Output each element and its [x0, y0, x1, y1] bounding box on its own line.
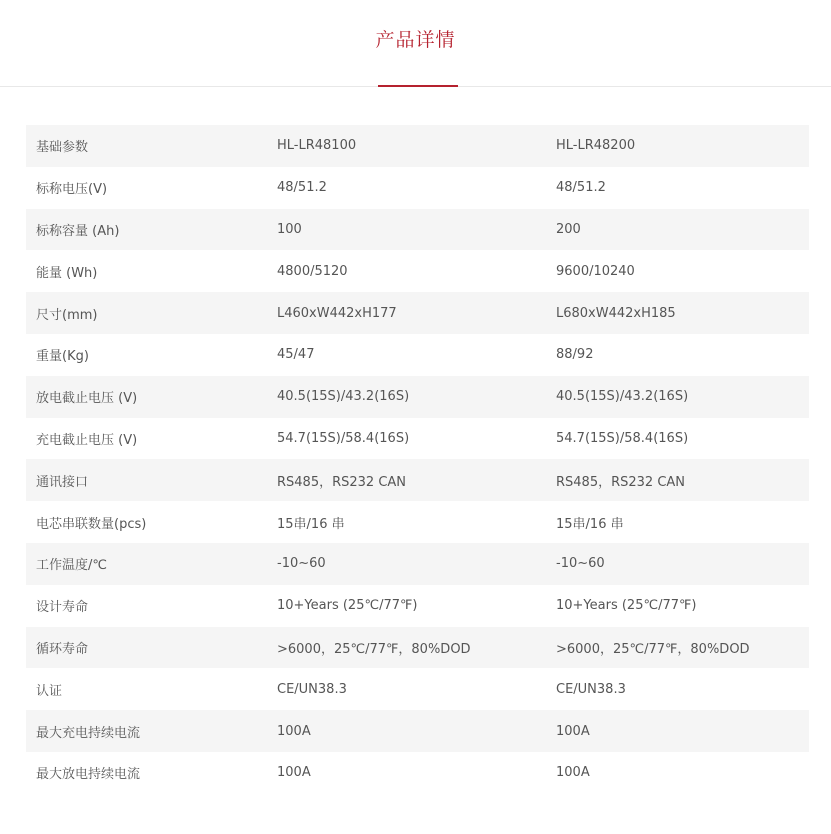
spec-value-hl-lr48100: 100	[267, 209, 546, 251]
spec-label: 尺寸(mm)	[26, 292, 267, 334]
table-row	[26, 668, 809, 710]
spec-label: 认证	[26, 668, 267, 710]
spec-label: 循环寿命	[26, 627, 267, 669]
spec-value-hl-lr48200: 88/92	[546, 334, 809, 376]
table-row	[26, 585, 809, 627]
section-title: 产品详情	[375, 29, 456, 51]
spec-label: 电芯串联数量(pcs)	[26, 501, 267, 543]
spec-value-hl-lr48100: CE/UN38.3	[267, 668, 546, 710]
spec-value-hl-lr48200: >6000，25℃/77℉，80%DOD	[546, 627, 809, 669]
spec-value-hl-lr48200: 100A	[546, 710, 809, 752]
spec-label: 重量(Kg)	[26, 334, 267, 376]
table-row	[26, 250, 809, 292]
spec-label: 通讯接口	[26, 459, 267, 501]
table-row	[26, 543, 809, 585]
spec-label: 标称电压(V)	[26, 167, 267, 209]
spec-value-hl-lr48200: 40.5(15S)/43.2(16S)	[546, 376, 809, 418]
spec-value-hl-lr48200: 9600/10240	[546, 250, 809, 292]
table-row	[26, 418, 809, 460]
section-header	[0, 0, 831, 87]
table-row	[26, 459, 809, 501]
spec-value-hl-lr48100: 10+Years (25℃/77℉)	[267, 585, 546, 627]
spec-value-hl-lr48200: 15串/16 串	[546, 501, 809, 543]
spec-label: 能量 (Wh)	[26, 250, 267, 292]
spec-label: 放电截止电压 (V)	[26, 376, 267, 418]
spec-label: 标称容量 (Ah)	[26, 209, 267, 251]
table-row	[26, 627, 809, 669]
spec-label: 最大放电持续电流	[26, 752, 267, 794]
spec-label: 充电截止电压 (V)	[26, 418, 267, 460]
table-row	[26, 752, 809, 794]
spec-value-hl-lr48200: 54.7(15S)/58.4(16S)	[546, 418, 809, 460]
spec-value-hl-lr48100: L460xW442xH177	[267, 292, 546, 334]
spec-value-hl-lr48100: 4800/5120	[267, 250, 546, 292]
spec-value-hl-lr48100: >6000，25℃/77℉，80%DOD	[267, 627, 546, 669]
spec-value-hl-lr48200: -10~60	[546, 543, 809, 585]
spec-value-hl-lr48100: RS485，RS232 CAN	[267, 459, 546, 501]
spec-value-hl-lr48200: RS485，RS232 CAN	[546, 459, 809, 501]
spec-value-hl-lr48200: 10+Years (25℃/77℉)	[546, 585, 809, 627]
spec-value-hl-lr48100: 54.7(15S)/58.4(16S)	[267, 418, 546, 460]
spec-table	[26, 125, 809, 794]
spec-value-hl-lr48100: 100A	[267, 752, 546, 794]
table-row	[26, 167, 809, 209]
spec-value-hl-lr48200: 100A	[546, 752, 809, 794]
spec-label: 基础参数	[26, 125, 267, 167]
spec-value-hl-lr48100: HL-LR48100	[267, 125, 546, 167]
table-row	[26, 125, 809, 167]
spec-value-hl-lr48100: 48/51.2	[267, 167, 546, 209]
spec-value-hl-lr48200: CE/UN38.3	[546, 668, 809, 710]
spec-value-hl-lr48100: 100A	[267, 710, 546, 752]
spec-value-hl-lr48100: 15串/16 串	[267, 501, 546, 543]
spec-label: 最大充电持续电流	[26, 710, 267, 752]
spec-value-hl-lr48200: HL-LR48200	[546, 125, 809, 167]
spec-value-hl-lr48200: L680xW442xH185	[546, 292, 809, 334]
table-row	[26, 292, 809, 334]
table-row	[26, 710, 809, 752]
spec-label: 设计寿命	[26, 585, 267, 627]
table-row	[26, 376, 809, 418]
spec-value-hl-lr48200: 200	[546, 209, 809, 251]
table-row	[26, 209, 809, 251]
table-row	[26, 501, 809, 543]
spec-value-hl-lr48100: 45/47	[267, 334, 546, 376]
spec-value-hl-lr48100: -10~60	[267, 543, 546, 585]
title-underline	[378, 85, 458, 87]
spec-value-hl-lr48100: 40.5(15S)/43.2(16S)	[267, 376, 546, 418]
spec-value-hl-lr48200: 48/51.2	[546, 167, 809, 209]
table-row	[26, 334, 809, 376]
spec-label: 工作温度/℃	[26, 543, 267, 585]
